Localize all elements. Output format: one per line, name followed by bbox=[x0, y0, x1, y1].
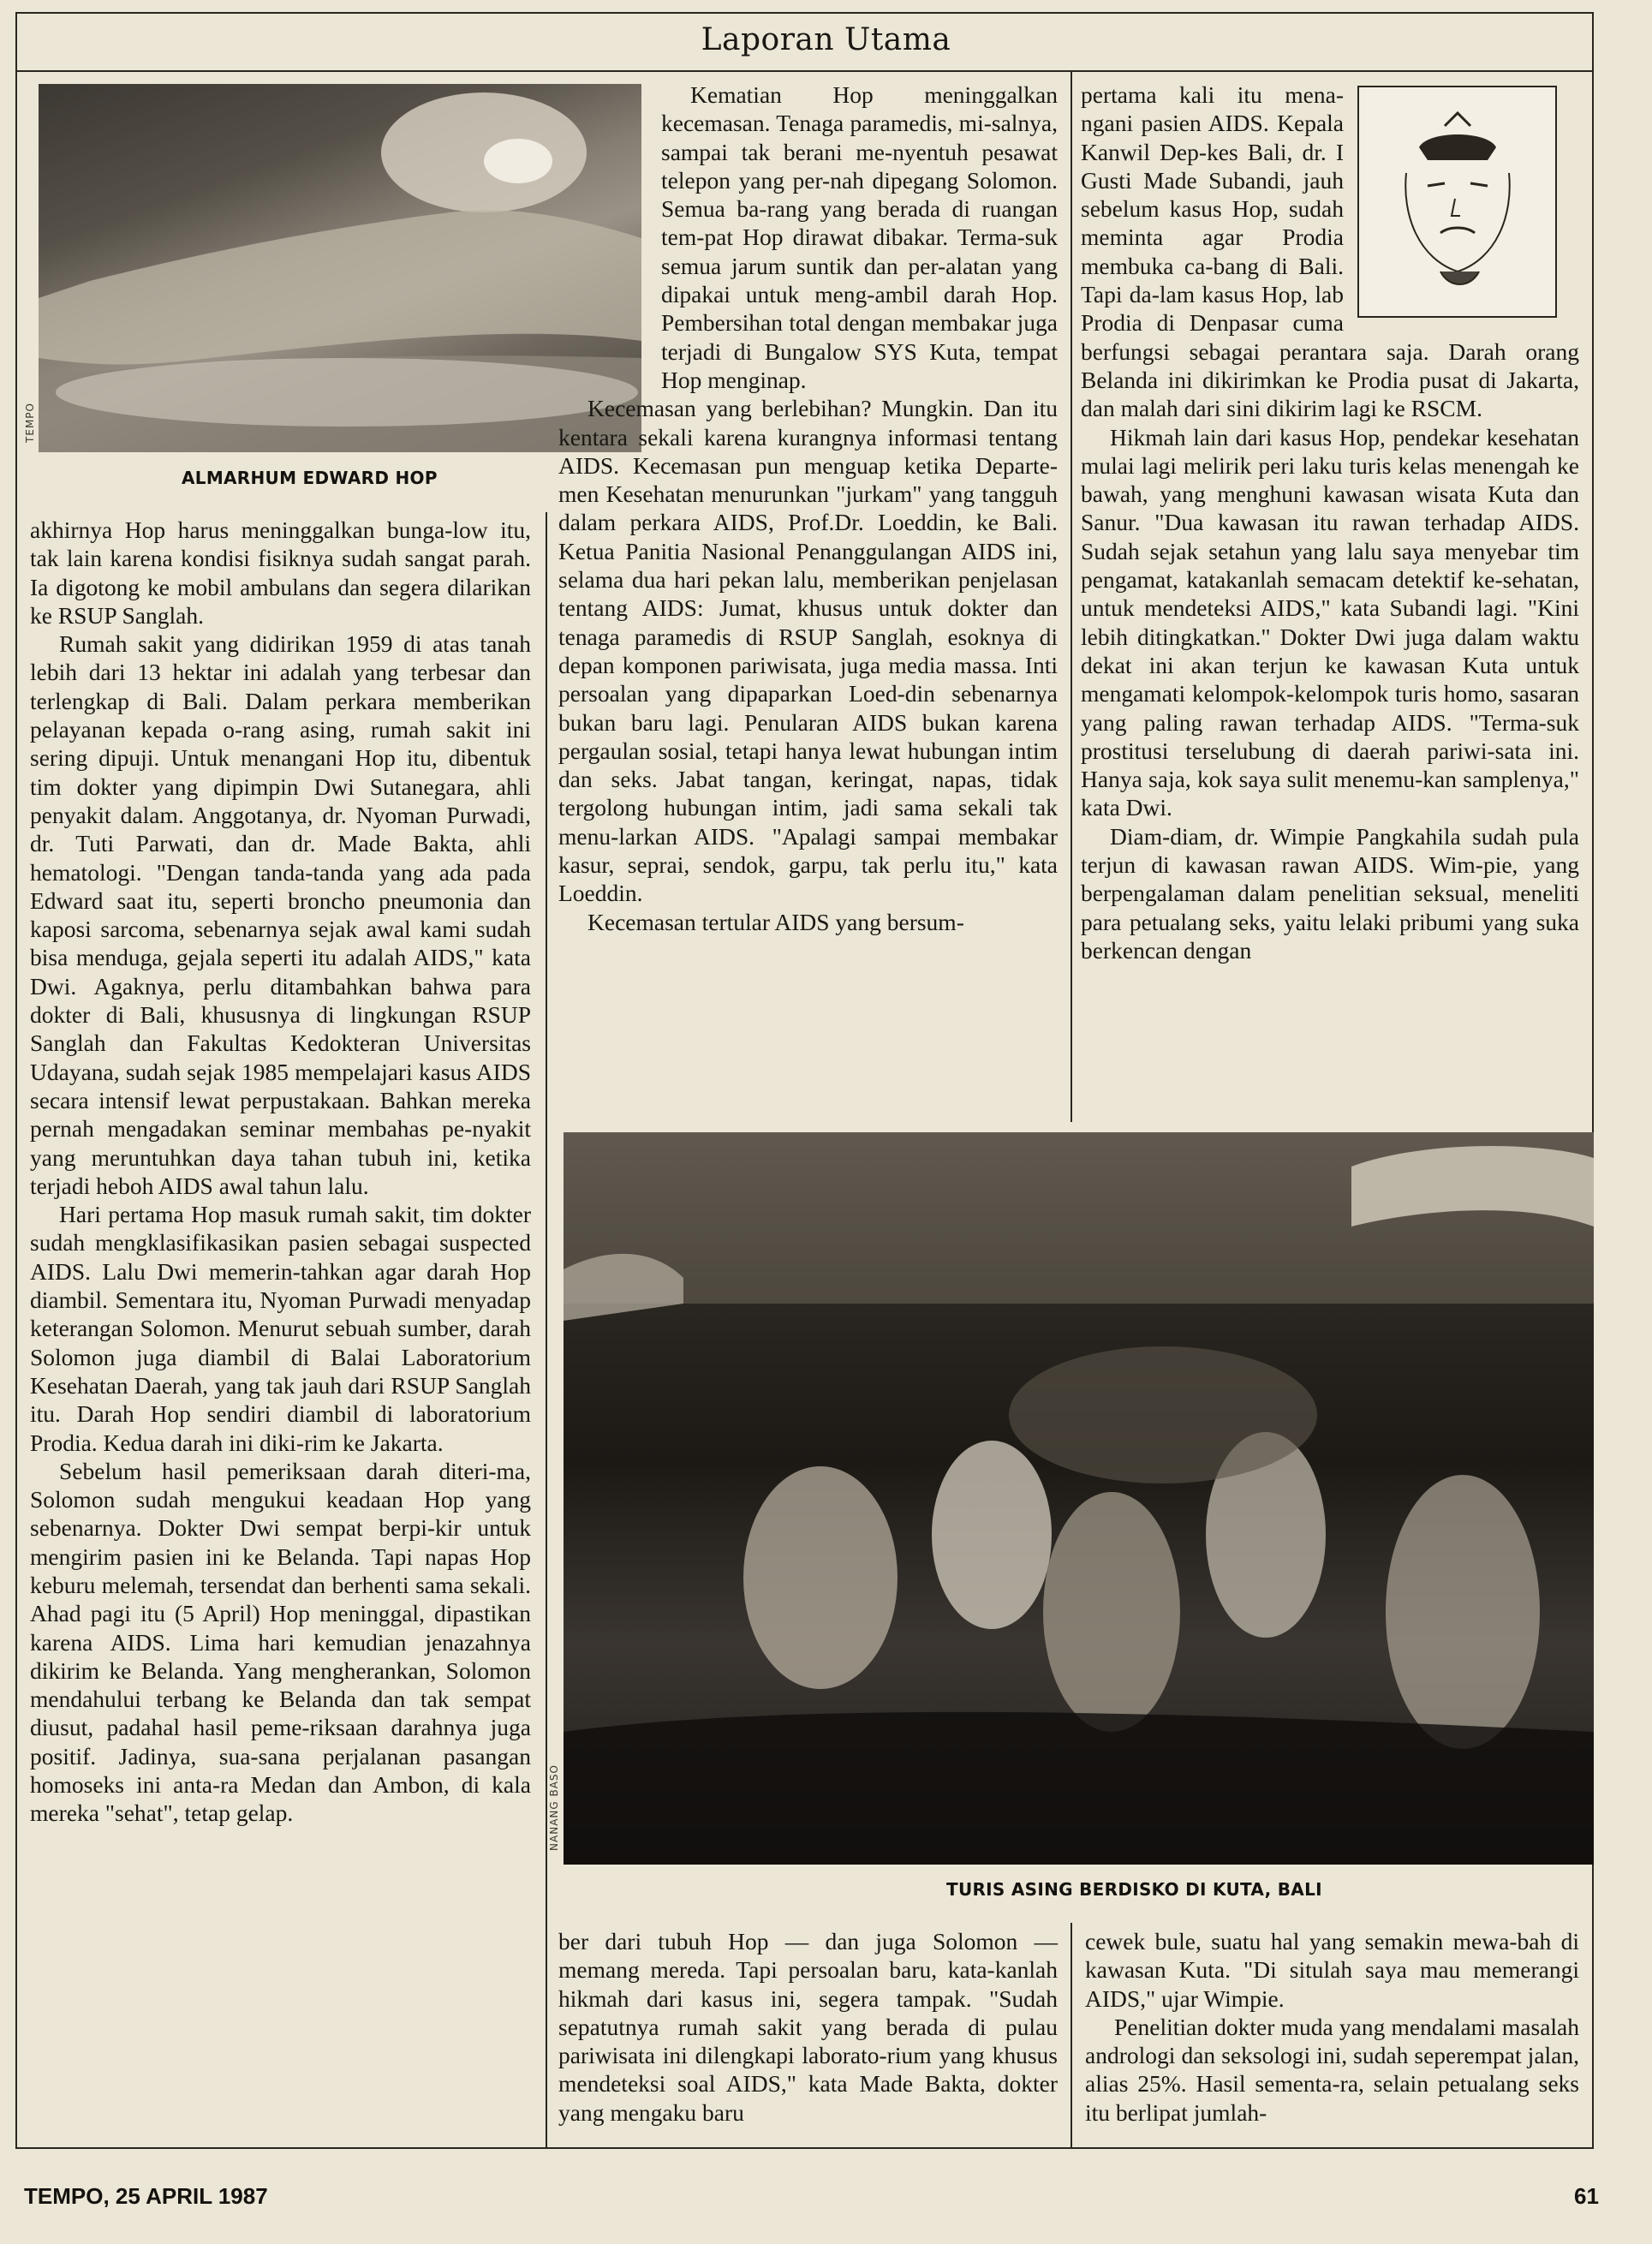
col1-paragraph-1: akhirnya Hop harus meninggalkan bunga-low itu, tak lain karena kondisi fisiknya sudah sangat parah. Ia digotong ke mobil ambulans dan segera dilarikan ke RSUP Sanglah. bbox=[30, 516, 531, 629]
photo-edward-hop-image bbox=[39, 84, 641, 452]
photo-disco-kuta bbox=[564, 1132, 1594, 1865]
col2-paragraph-2: Kecemasan yang berlebihan? Mungkin. Dan itu kentara sekali karena kurangnya informasi tentang AIDS. Kecemasan pun menguap ketika Departe-men Kesehatan menurunkan "jurkam" yang tangguh dalam perkara AIDS, Prof.Dr. Loeddin, ke Bali. Ketua Panitia Nasional Penanggulangan AIDS ini, selama dua hari pekan lalu, memberikan penjelasan tentang AIDS: Jumat, khusus untuk dokter dan tenaga paramedis di RSUP Sanglah, esoknya di depan komponen pariwisata, juga media massa. Inti persoalan yang dipaparkan Loed-din sebenarnya bukan baru lagi. Penularan AIDS bukan karena pergaulan sosial, tetapi hanya lewat hubungan intim dan seks. Jabat tangan, keringat, napas, tidak tergolong hubungan intim, jadi sama sekali tak menu-larkan AIDS. "Apalagi sampai membakar kasur, seprai, sendok, garpu, tak perlu itu," kata Loeddin. bbox=[558, 395, 1058, 907]
col2-bottom-paragraph-1: ber dari tubuh Hop — dan juga Solomon — memang mereda. Tapi persoalan baru, kata-kanlah hikmah dari kasus ini, segera tampak. "Sudah sepatutnya rumah sakit yang berada di pulau pariwisata ini dilengkapi laborato-rium yang khusus mendeteksi soal AIDS," kata Made Bakta, dokter yang mengaku baru bbox=[558, 1928, 1058, 2126]
caption-top: ALMARHUM EDWARD HOP bbox=[182, 468, 438, 488]
column-rule-3 bbox=[1071, 1923, 1072, 2149]
footer-publication: TEMPO, 25 APRIL 1987 bbox=[24, 2183, 268, 2209]
column-2-top bbox=[558, 81, 1058, 936]
column-rule-2 bbox=[1071, 72, 1072, 1122]
caption-bottom: TURIS ASING BERDISKO DI KUTA, BALI bbox=[946, 1879, 1322, 1900]
col1-paragraph-2: Rumah sakit yang didirikan 1959 di atas tanah lebih dari 13 hektar ini adalah yang terbesar dan terlengkap di Bali. Dalam perkara memberikan pelayanan kepada o-rang asing, rumah sakit ini sering dipuji. Untuk menangani Hop itu, dibentuk tim dokter yang dipimpin Dwi Sutanegara, ahli penyakit dalam. Anggotanya, dr. Nyoman Purwadi, dr. Tuti Parwati, dan dr. Made Bakta, ahli hematologi. "Dengan tanda-tanda yang ada pada Edward saat itu, seperti broncho pneumonia dan kaposi sarcoma, sebenarnya sejak awal kami sudah bisa menduga, gejala seperti itu adalah AIDS," kata Dwi. Agaknya, perlu ditambahkan bahwa para dokter di Bali, khususnya di lingkungan RSUP Sanglah dan Fakultas Kedokteran Universitas Udayana, sudah sejak 1985 mempelajari kasus AIDS secara intensif lewat perpustakaan. Bahkan mereka pernah mengadakan seminar membahas pe-nyakit yang meruntuhkan daya tahan tubuh ini, ketika terjadi heboh AIDS awal tahun lalu. bbox=[30, 630, 531, 1199]
photo-disco-kuta-image bbox=[564, 1132, 1594, 1865]
col2-paragraph-1: Kematian Hop meninggalkan kecemasan. Tenaga paramedis, mi-salnya, sampai tak berani me-nyentuh pesawat telepon yang per-nah dipegang Solomon. Semua ba-rang yang berada di ruangan tem-pat Hop dirawat dibakar. Terma-suk semua jarum suntik dan per-alatan yang dipakai untuk meng-ambil darah Hop. Pembersihan total dengan membakar juga terjadi di Bungalow SYS Kuta, tempat Hop menginap. bbox=[661, 81, 1058, 393]
col3-bottom-paragraph-1: cewek bule, suatu hal yang semakin mewa-bah di kawasan Kuta. "Di situlah saya mau memerangi AIDS," ujar Wimpie. bbox=[1085, 1928, 1579, 2012]
page-number: 61 bbox=[1574, 2183, 1599, 2209]
column-rule-1 bbox=[546, 512, 547, 2149]
header-rule bbox=[15, 70, 1594, 72]
column-3-bottom bbox=[1085, 1927, 1579, 2127]
column-3-top bbox=[1081, 81, 1579, 964]
col3-paragraph-2: Hikmah lain dari kasus Hop, pendekar kesehatan mulai lagi melirik peri laku turis kelas menengah ke bawah, yang menghuni kawasan wisata Kuta dan Sanur. "Dua kawasan itu rawan terhadap AIDS. Sudah sejak setahun yang lalu saya menyebar tim pengamat, katakanlah semacam detektif ke-sehatan, untuk mendeteksi AIDS," kata Subandi lagi. "Kini lebih ditingkatkan." Dokter Dwi juga dalam waktu dekat ini akan terjun ke kawasan Kuta untuk mengamati kelompok-kelompok turis homo, sasaran yang paling rawan terhadap AIDS. "Terma-suk prostitusi terselubung di daerah pariwi-sata ini. Hanya saja, kok saya sulit menemu-kan samplenya," kata Dwi. bbox=[1081, 423, 1579, 821]
col1-paragraph-3: Hari pertama Hop masuk rumah sakit, tim dokter sudah mengklasifikasikan pasien sebagai suspected AIDS. Lalu Dwi memerin-tahkan agar darah Hop diambil. Sementara itu, Nyoman Purwadi menyadap keterangan Solomon. Menurut sebuah sumber, darah Solomon juga diambil di Balai Laboratorium Kesehatan Daerah, yang tak jauh dari RSUP Sanglah itu. Darah Hop sendiri diambil di laboratorium Prodia. Kedua darah ini diki-rim ke Jakarta. bbox=[30, 1201, 531, 1456]
col3-bottom-paragraph-2: Penelitian dokter muda yang mendalami masalah andrologi dan seksologi ini, sudah seperempat jalan, alias 25%. Hasil sementa-ra, selain petualang seks itu berlipat jumlah- bbox=[1085, 2013, 1579, 2126]
column-2-bottom bbox=[558, 1927, 1058, 2127]
col2-paragraph-3: Kecemasan tertular AIDS yang bersum- bbox=[587, 908, 964, 935]
col3-paragraph-1: pertama kali itu mena-ngani pasien AIDS. Kepala Kanwil Dep-kes Bali, dr. I Gusti Made Subandi, jauh sebelum kasus Hop, sudah meminta agar Prodia membuka ca-bang di Bali. Tapi da-lam kasus Hop, lab Prodia di Denpasar cuma berfungsi sebagai perantara saja. Darah orang Belanda ini dikirimkan ke Prodia pusat di Jakarta, dan malah dari sini dikirim lagi ke RSCM. bbox=[1081, 81, 1579, 422]
section-title: Laporan Utama bbox=[701, 22, 951, 57]
photo-credit-bottom: NANANG BASO bbox=[548, 1764, 560, 1851]
column-1 bbox=[30, 516, 531, 1828]
col1-paragraph-4: Sebelum hasil pemeriksaan darah diteri-ma, Solomon sudah mengukui keadaan Hop yang sebenarnya. Dokter Dwi sempat berpi-kir untuk mengirim pasien ini ke Belanda. Tapi napas Hop keburu melemah, tersendat dan berhenti sama sekali. Ahad pagi itu (5 April) Hop meninggal, dipastikan karena AIDS. Lima hari kemudian jenazahnya dikirim ke Belanda. Yang mengherankan, Solomon mendahului terbang ke Belanda dan tak sempat diusut, padahal hasil peme-riksaan darahnya juga positif. Jadinya, sua-sana perjalanan pasangan homoseks ini anta-ra Medan dan Ambon, di kala mereka "sehat", tetap gelap. bbox=[30, 1457, 531, 1827]
col3-paragraph-3: Diam-diam, dr. Wimpie Pangkahila sudah pula terjun di kawasan rawan AIDS. Wim-pie, yang berpengalaman dalam penelitian seksual, meneliti para petualang seks, yaitu lelaki pribumi yang suka berkencan dengan bbox=[1081, 822, 1579, 964]
photo-credit-top: TEMPO bbox=[24, 403, 36, 443]
photo-edward-hop bbox=[39, 84, 641, 452]
